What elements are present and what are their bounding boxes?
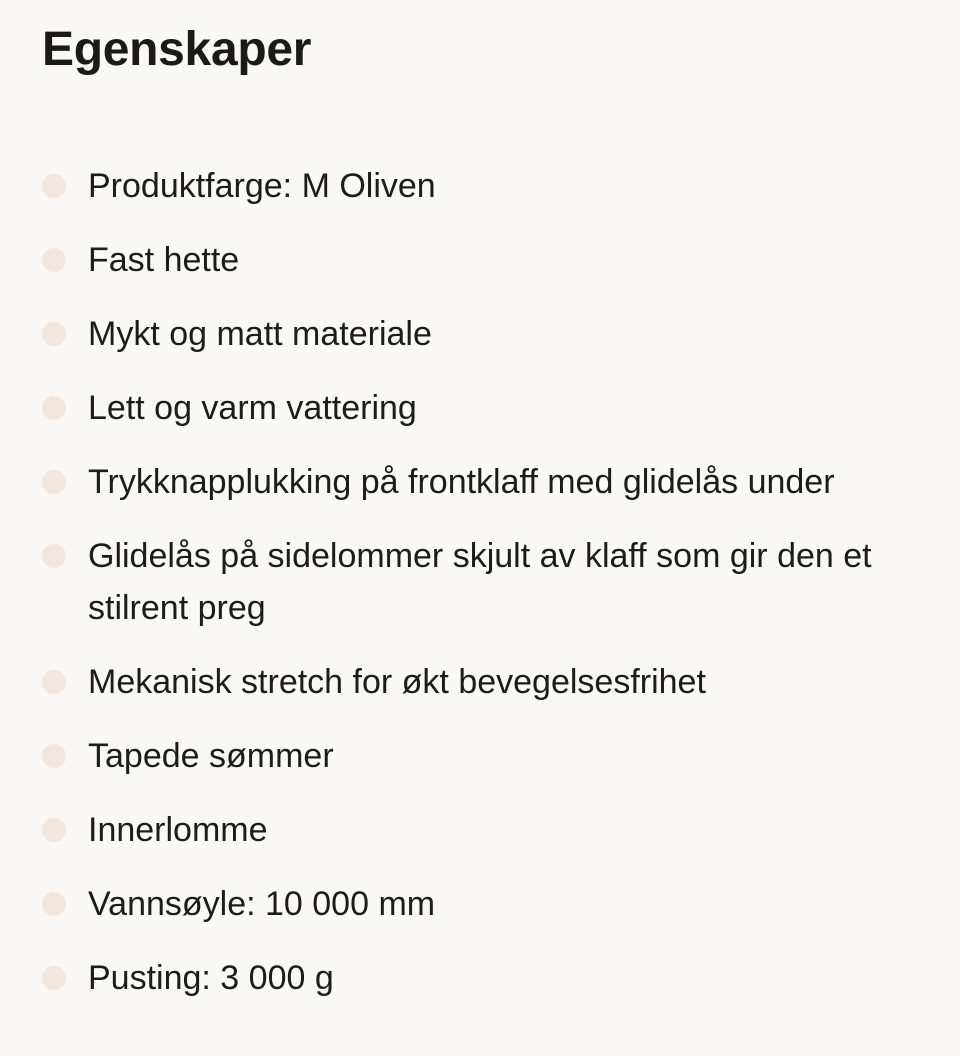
feature-item — [42, 160, 922, 212]
feature-text: Lett og varm vattering — [88, 389, 417, 427]
bullet-icon — [42, 174, 66, 198]
feature-text: Produktfarge: M Oliven — [88, 167, 436, 205]
bullet-icon — [42, 544, 66, 568]
bullet-icon — [42, 966, 66, 990]
feature-text: Innerlomme — [88, 811, 268, 849]
feature-text: Mykt og matt materiale — [88, 315, 432, 353]
bullet-icon — [42, 322, 66, 346]
feature-item — [42, 878, 922, 930]
bullet-icon — [42, 670, 66, 694]
feature-text: Vannsøyle: 10 000 mm — [88, 885, 436, 923]
feature-item — [42, 234, 922, 286]
section-title: Egenskaper — [42, 23, 312, 76]
feature-text: Fast hette — [88, 241, 240, 279]
feature-item — [42, 530, 922, 634]
feature-text: Trykknapplukking på frontklaff med glidelås under — [88, 463, 835, 501]
bullet-icon — [42, 818, 66, 842]
feature-item — [42, 730, 922, 782]
bullet-icon — [42, 892, 66, 916]
bullet-icon — [42, 744, 66, 768]
feature-item — [42, 656, 922, 708]
feature-item — [42, 456, 922, 508]
feature-text: Glidelås på sidelommer skjult av klaff som gir den et stilrent preg — [88, 537, 872, 627]
feature-item — [42, 952, 922, 1004]
feature-text: Pusting: 3 000 g — [88, 959, 334, 997]
feature-item — [42, 804, 922, 856]
bullet-icon — [42, 248, 66, 272]
feature-list — [42, 160, 922, 1026]
bullet-icon — [42, 470, 66, 494]
feature-item — [42, 382, 922, 434]
bullet-icon — [42, 396, 66, 420]
feature-text: Tapede sømmer — [88, 737, 334, 775]
feature-item — [42, 308, 922, 360]
feature-text: Mekanisk stretch for økt bevegelsesfrihet — [88, 663, 706, 701]
